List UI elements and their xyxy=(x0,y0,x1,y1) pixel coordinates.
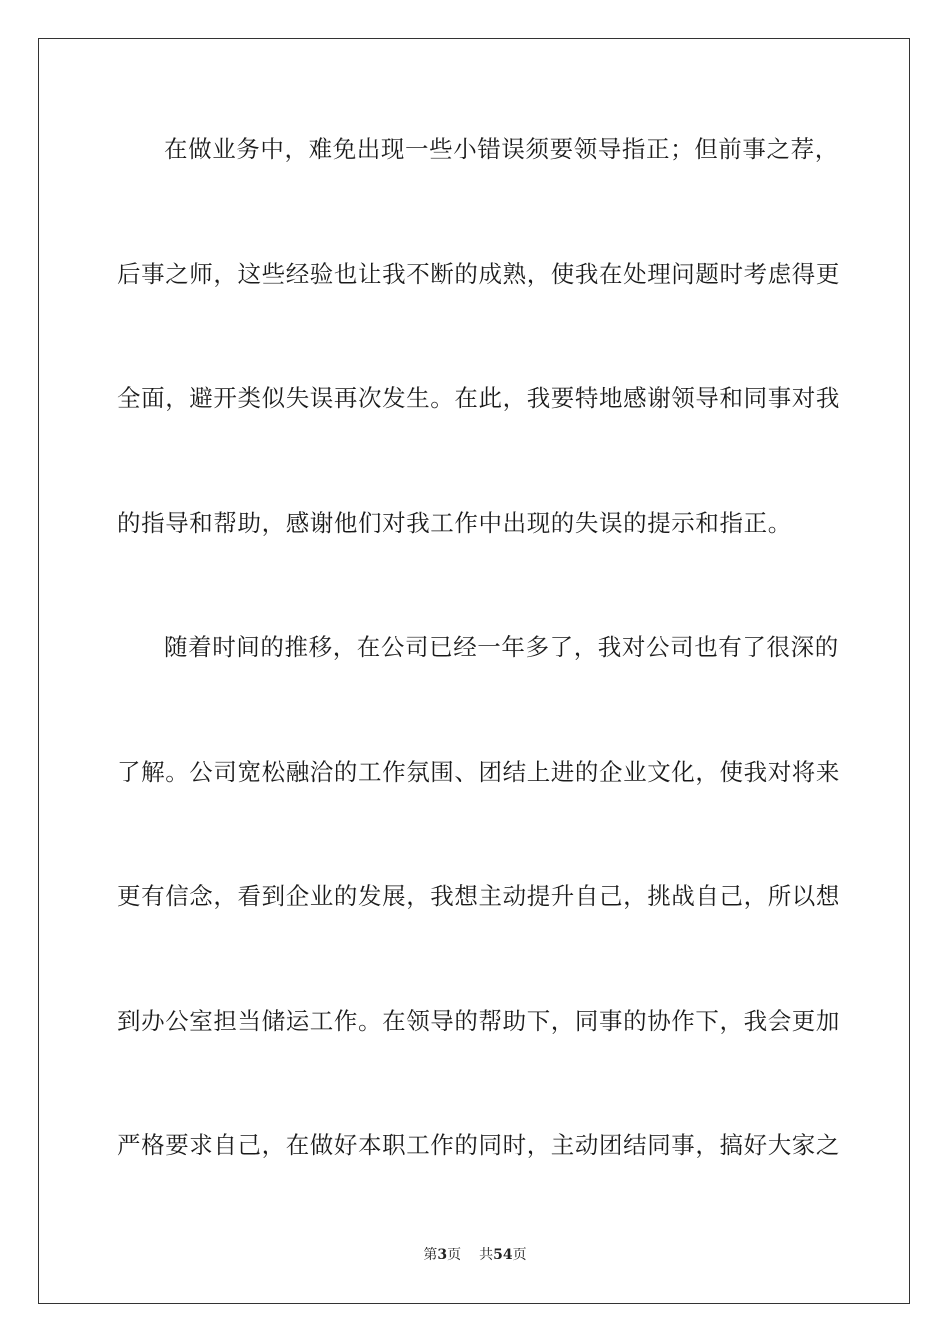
paragraph-line: 后事之师，这些经验也让我不断的成熟，使我在处理问题时考虑得更 xyxy=(117,260,840,288)
total-prefix: 共 xyxy=(479,1247,494,1263)
page-footer xyxy=(0,1245,950,1265)
paragraph-line: 的指导和帮助，感谢他们对我工作中出现的失误的提示和指正。 xyxy=(117,509,792,537)
page-prefix: 第 xyxy=(423,1247,438,1263)
page-number: 3 xyxy=(437,1247,448,1263)
paragraph-line: 到办公室担当储运工作。在领导的帮助下，同事的协作下，我会更加 xyxy=(117,1007,840,1035)
page-suffix: 页 xyxy=(447,1247,462,1263)
total-pages: 54 xyxy=(493,1247,513,1263)
paragraph-line: 严格要求自己，在做好本职工作的同时，主动团结同事，搞好大家之 xyxy=(117,1131,840,1159)
paragraph-line: 全面，避开类似失误再次发生。在此，我要特地感谢领导和同事对我 xyxy=(117,384,840,412)
total-suffix: 页 xyxy=(512,1247,527,1263)
paragraph-line: 在做业务中，难免出现一些小错误须要领导指正；但前事之荐， xyxy=(164,135,839,163)
paragraph-line: 更有信念，看到企业的发展，我想主动提升自己，挑战自己，所以想 xyxy=(117,882,840,910)
page-border xyxy=(38,38,910,1304)
paragraph-line: 随着时间的推移，在公司已经一年多了，我对公司也有了很深的 xyxy=(164,633,839,661)
paragraph-line: 了解。公司宽松融洽的工作氛围、团结上进的企业文化，使我对将来 xyxy=(117,758,840,786)
